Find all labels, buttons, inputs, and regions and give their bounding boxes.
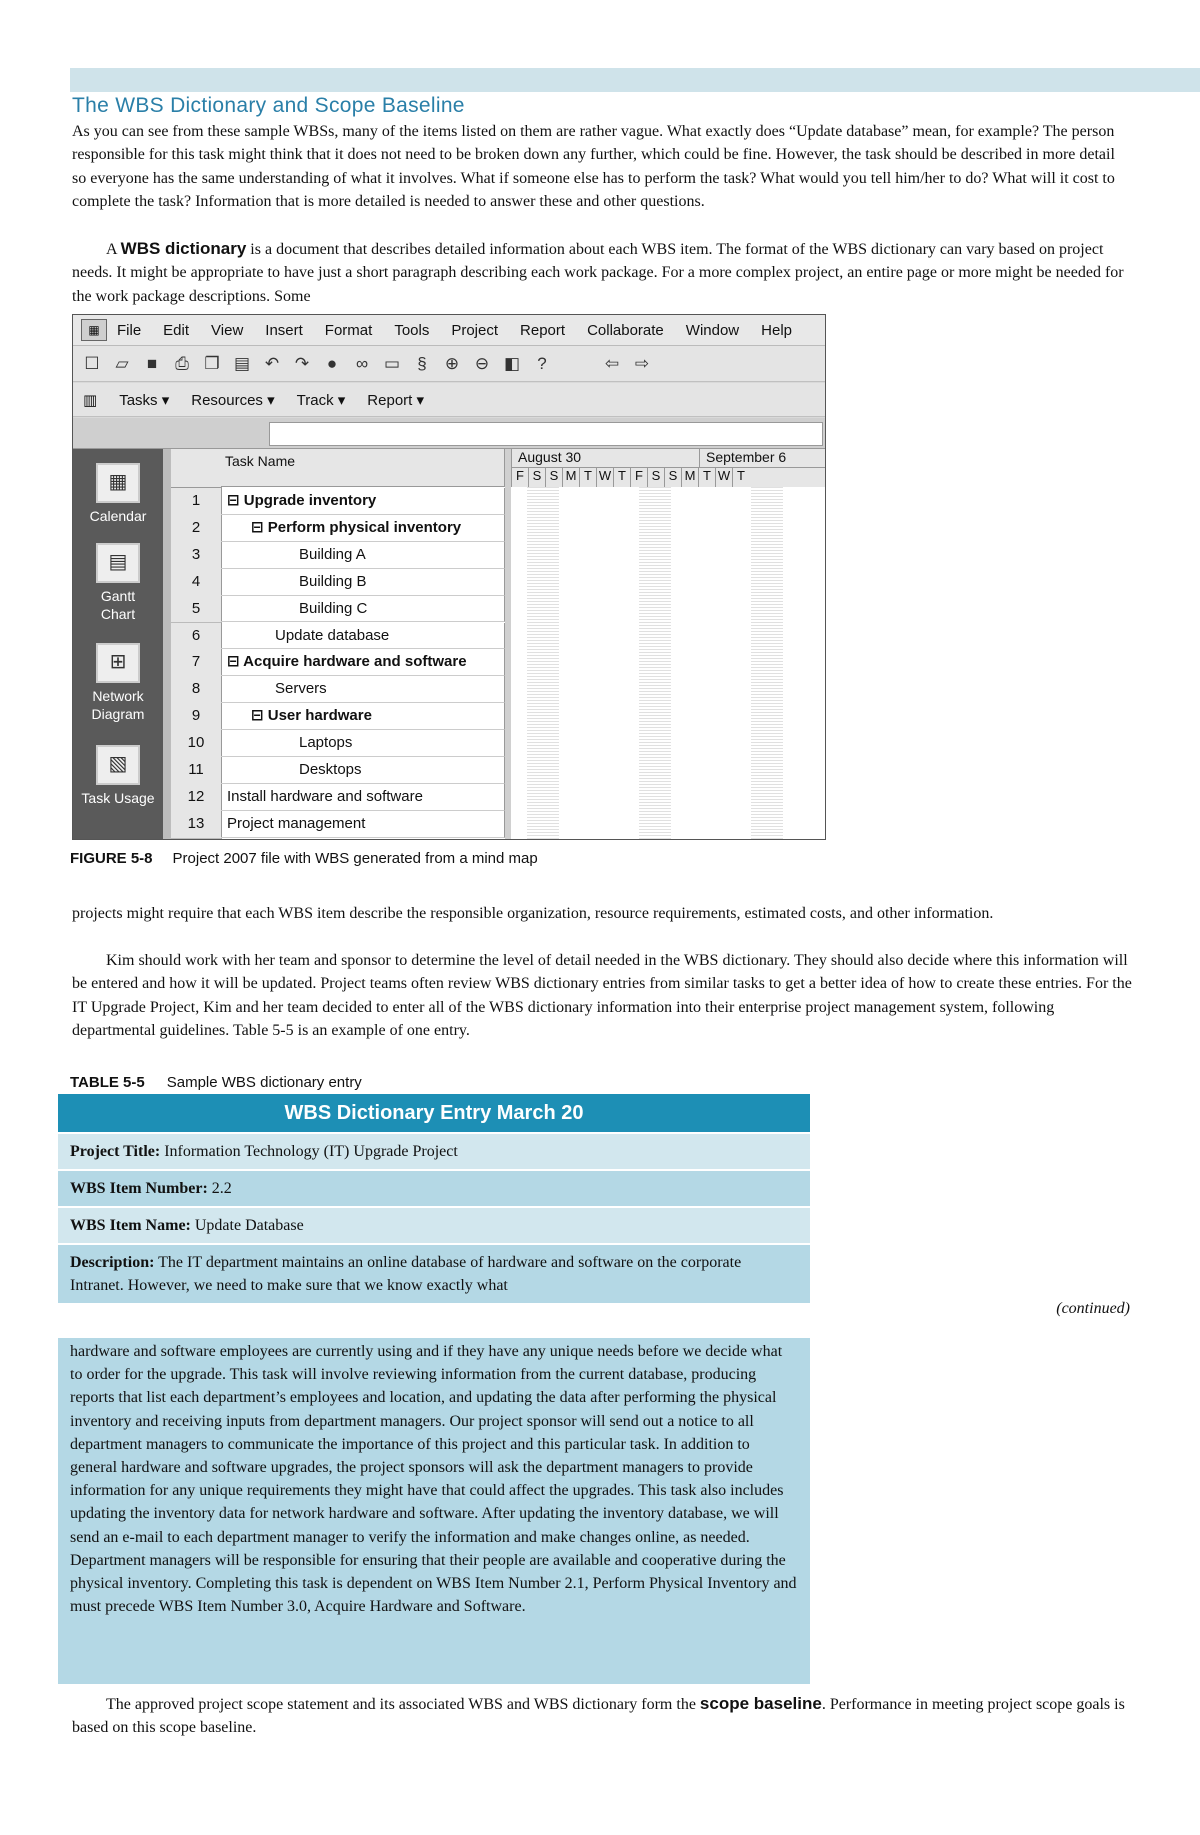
figure-label: FIGURE 5-8 [70,850,153,867]
row-item-name [58,1206,810,1243]
menu-file[interactable]: File [117,321,142,339]
help-icon[interactable]: ? [537,353,547,373]
task-name-cell[interactable]: ⊟ Perform physical inventory [221,515,505,542]
task-name-cell[interactable]: Project management [221,811,505,838]
task-row-id[interactable]: 10 [171,730,222,758]
view-splitter[interactable] [163,449,171,839]
task-usage-icon: ▧ [96,745,140,785]
task-row-id[interactable]: 1 [171,488,222,516]
standard-toolbar [73,346,825,382]
task-name-cell[interactable]: ⊟ User hardware [221,703,505,730]
task-row-id[interactable]: 12 [171,784,222,812]
day-cell: T [732,468,749,487]
redo-icon[interactable]: ↷ [294,353,310,373]
open-icon[interactable]: ▱ [115,353,129,373]
paragraph-2-body: is a document that describes detailed information about each WBS item. The format of the WBS dictionary can vary based on project needs. It might be appropriate to have just a short paragraph describing each work package. For a more complex project, an entire page or more might be needed for the work package descriptions. Some [72,241,1124,305]
weekend-shading [751,487,783,839]
week-september-6: September 6 [699,449,825,468]
week-august-30: August 30 [511,449,699,468]
save-icon[interactable]: ■ [146,353,158,373]
task-name-header[interactable]: Task Name [221,449,505,487]
table-caption [70,1074,362,1091]
project-title-label: Project Title: [70,1143,161,1160]
new-icon[interactable]: ☐ [84,353,100,373]
description-continued: hardware and software employees are currently using and if they have any unique needs before we decide what to order for the upgrade. This task will involve reviewing information from the current database, producing reports that list each department’s employees and location, and updating the data after performing the physical inventory and receiving inputs from department managers. Our project sponsor will send out a notice to all department managers to communicate the importance of this project and this particular task. In addition to general hardware and software upgrades, the project sponsors will ask the department managers to provide information for any unique requirements they might have that could affect the upgrades. This task also includes updating the inventory data for network hardware and software. After updating the inventory database, we will send an e-mail to each department manager to verify the information and make changes online, as needed. Department managers will be responsible for ensuring that their people are available and cooperative during the physical inventory. Completing this task is dependent on WBS Item Number 2.1, Perform Physical Inventory and must precede WBS Item Number 3.0, Acquire Hardware and Software. [58,1338,810,1684]
day-cell: W [596,468,613,487]
view-bar [73,449,163,839]
item-number-label: WBS Item Number: [70,1180,208,1197]
view-gantt-label: Gantt Chart [100,588,136,622]
task-info-icon[interactable]: ▭ [383,353,401,373]
table-header: WBS Dictionary Entry March 20 [58,1094,810,1132]
tab-resources-label: Resources [191,391,263,409]
zoom-in-icon[interactable]: ⊕ [444,353,460,373]
notes-icon[interactable]: § [417,353,427,373]
row-description [58,1243,810,1303]
project-title-value: Information Technology (IT) Upgrade Project [160,1143,458,1160]
tab-tasks-label: Tasks [119,391,158,409]
view-network-diagram[interactable] [73,643,163,723]
row-project-title [58,1132,810,1169]
task-row-id[interactable]: 13 [171,811,222,839]
tab-track-label: Track [296,391,334,409]
day-cell: M [562,468,579,487]
tab-tasks[interactable]: Tasks ▾ [119,391,170,409]
figure-caption-text: Project 2007 file with WBS generated from a mind map [172,850,538,867]
paragraph-2-lead: A [106,241,121,258]
task-row-id[interactable]: 5 [171,596,222,624]
arrow-right-icon[interactable]: ⇨ [634,353,650,373]
copy-icon[interactable]: ❐ [204,353,220,373]
item-number-value: 2.2 [207,1180,232,1197]
tab-report[interactable]: Report ▾ [367,391,425,409]
row-number-header [171,449,222,488]
task-row-id[interactable]: 8 [171,676,222,704]
day-cell: S [545,468,562,487]
tab-resources[interactable]: Resources ▾ [191,391,275,409]
guide-icon[interactable]: ▥ [83,391,98,409]
view-task-usage[interactable] [73,745,163,807]
task-row-id[interactable]: 3 [171,542,222,570]
item-name-value: Update Database [190,1217,304,1234]
header-band [70,68,1200,92]
paragraph-3: projects might require that each WBS item describe the responsible organization, resource requirements, estimated costs, and other information. [72,905,994,922]
day-cell: M [681,468,698,487]
table-label: TABLE 5-5 [70,1074,145,1091]
assign-resources-icon[interactable]: ● [326,353,338,373]
task-name-cell[interactable]: Update database [221,623,505,650]
menu-format[interactable]: Format [324,321,373,339]
paragraph-5-lead: The approved project scope statement and its associated WBS and WBS dictionary form the [106,1696,700,1713]
day-cell: W [715,468,732,487]
view-task-usage-label: Task Usage [81,790,155,806]
task-name-cell[interactable]: ⊟ Upgrade inventory [221,488,505,515]
paragraph-4: Kim should work with her team and sponsor to determine the level of detail needed in the WBS dictionary. They should also decide where this information will be entered and how it will be updated. Project teams often review WBS dictionary entries from similar tasks to get a better idea of how to create these entries. For the IT Upgrade Project, Kim and her team decided to enter all of the WBS dictionary information into their enterprise project management system, following departmental guidelines. Table 5-5 is an example of one entry. [72,952,1132,1040]
item-name-label: WBS Item Name: [70,1217,191,1234]
task-name-cell[interactable]: Building C [221,596,505,623]
day-cell: S [664,468,681,487]
menu-collaborate[interactable]: Collaborate [587,321,664,339]
term-wbs-dictionary: WBS dictionary [120,239,247,258]
day-cell: T [698,468,715,487]
gantt-chart-icon: ▤ [96,543,140,583]
table-caption-text: Sample WBS dictionary entry [166,1074,362,1091]
weekend-shading [527,487,559,839]
day-cells [511,468,749,487]
day-cell: T [613,468,630,487]
project-guide-toolbar [73,383,825,417]
entry-bar [73,418,825,449]
menu-report[interactable]: Report [520,321,566,339]
day-cell: F [630,468,647,487]
project-2007-screenshot [72,314,826,840]
section-title: The WBS Dictionary and Scope Baseline [72,94,465,117]
view-calendar-label: Calendar [89,508,147,524]
task-row-id[interactable]: 9 [171,703,222,731]
scroll-to-task-icon[interactable]: ⇦ [604,353,620,373]
task-name-cell[interactable]: ⊟ Acquire hardware and software [221,649,505,676]
tab-track[interactable]: Track ▾ [296,391,346,409]
description-label: Description: [70,1254,155,1271]
view-network-label: Network Diagram [91,688,145,722]
paste-icon[interactable]: ▤ [233,353,251,373]
row-item-number [58,1169,810,1206]
view-gantt-chart[interactable] [73,543,163,623]
description-value: The IT department maintains an online database of hardware and software on the corporate Intranet. However, we need to make sure that we know exactly what [70,1254,742,1294]
copy-picture-icon[interactable]: ◧ [503,353,521,373]
menu-help[interactable]: Help [761,321,792,339]
link-icon[interactable]: ∞ [355,353,369,373]
task-row-id[interactable]: 7 [171,649,222,677]
continued-note: (continued) [1056,1300,1130,1317]
task-row-id[interactable]: 11 [171,757,222,785]
task-name-cell[interactable]: Servers [221,676,505,703]
paragraph-1: As you can see from these sample WBSs, many of the items listed on them are rather vague. What exactly does “Update database” mean, for example? The person responsible for this task might think that it does not need to be broken down any further, which could be fine. However, the task should be described in more detail so everyone has the same understanding of what it involves. What if someone else has to perform the task? What would you tell him/her to do? What will it cost to complete the task? Information that is more detailed is needed to answer these and other questions. [72,123,1115,211]
task-row-id[interactable]: 2 [171,515,222,543]
task-row-id[interactable]: 6 [171,623,222,651]
gantt-bars-area[interactable] [511,487,825,839]
term-scope-baseline: scope baseline [699,1694,822,1713]
calendar-icon: ▦ [96,463,140,503]
weekend-shading [639,487,671,839]
entry-field[interactable] [269,422,823,446]
task-row-id[interactable]: 4 [171,569,222,597]
menu-tools[interactable]: Tools [394,321,430,339]
project-app-icon[interactable]: ▦ [81,319,107,341]
menu-project[interactable]: Project [451,321,499,339]
network-diagram-icon: ⊞ [96,643,140,683]
gantt-grid [171,449,825,839]
menu-window[interactable]: Window [685,321,740,339]
task-name-cell[interactable]: Building A [221,542,505,569]
wbs-dictionary-table [58,1094,810,1303]
menu-view[interactable]: View [211,321,244,339]
task-name-cell[interactable]: Building B [221,569,505,596]
menu-edit[interactable]: Edit [163,321,190,339]
day-cell: S [528,468,545,487]
paragraph-5 [72,1692,1132,1740]
day-cell: T [579,468,596,487]
menu-bar [73,315,825,346]
day-cell: F [511,468,528,487]
paragraph-5-body: . Performance in meeting project scope goals is based on this scope baseline. [72,1696,1125,1737]
print-icon[interactable]: ⎙ [175,353,189,373]
zoom-out-icon[interactable]: ⊖ [474,353,490,373]
menu-insert[interactable]: Insert [265,321,303,339]
figure-caption [70,850,538,867]
task-name-cell[interactable]: Desktops [221,757,505,784]
view-calendar[interactable] [73,463,163,525]
task-name-cell[interactable]: Laptops [221,730,505,757]
paragraph-2 [72,237,1132,308]
tab-report-label: Report [367,391,413,409]
task-name-cell[interactable]: Install hardware and software [221,784,505,811]
undo-icon[interactable]: ↶ [264,353,280,373]
day-cell: S [647,468,664,487]
